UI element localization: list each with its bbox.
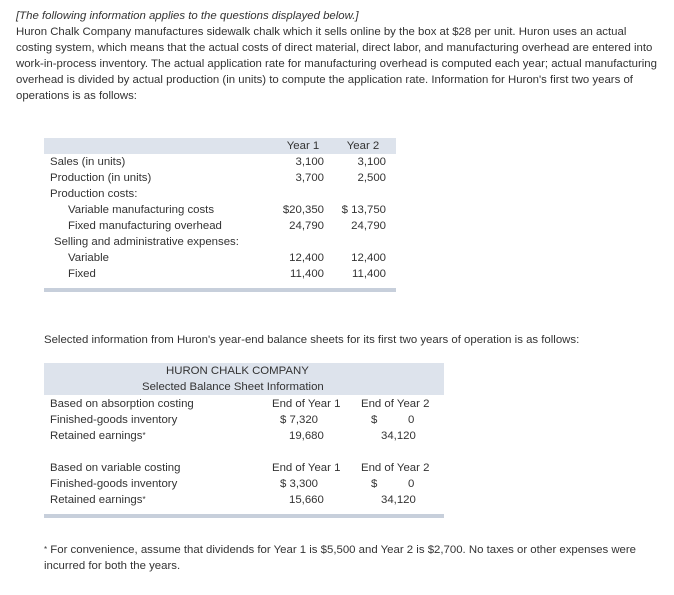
footnote-text: For convenience, assume that dividends for Year 1 is $5,500 and Year 2 is $2,700. No taxes or other expenses were incurred for both the years.	[44, 544, 637, 572]
company-name: HURON CHALK COMPANY	[166, 365, 309, 377]
cell-variable-mfg-y1: $20,350	[282, 204, 324, 216]
cell-fixed-overhead-y2: 24,790	[351, 220, 386, 232]
footnote	[44, 542, 644, 574]
footnote-marker: *	[142, 495, 146, 504]
selected-info-text: Selected information from Huron's year-end balance sheets for its first two years of operation is as follows:	[44, 334, 580, 346]
variable-re-year-2: 34,120	[381, 494, 416, 506]
absorption-header-end-year-1: End of Year 1	[272, 398, 341, 410]
row-label-sa-variable: Variable	[68, 252, 109, 264]
absorption-fg-label: Finished-goods inventory	[50, 414, 178, 426]
variable-fg-year-2-symbol: $	[371, 478, 378, 490]
row-label-variable-mfg: Variable manufacturing costs	[68, 204, 215, 216]
row-label-selling-admin: Selling and administrative expenses:	[54, 236, 239, 248]
row-label-sales: Sales (in units)	[50, 156, 126, 168]
absorption-header-end-year-2: End of Year 2	[361, 398, 430, 410]
variable-header-end-year-1: End of Year 1	[272, 462, 341, 474]
problem-intro	[16, 8, 664, 104]
cell-production-y1: 3,700	[295, 172, 324, 184]
balance-sheet-bottom-rule	[44, 514, 444, 518]
absorption-fg-year-2-symbol: $	[371, 414, 378, 426]
header-year-1: Year 1	[286, 140, 320, 152]
cell-sa-variable-y1: 12,400	[289, 252, 324, 264]
footnote-marker: *	[142, 431, 146, 440]
absorption-costing-label: Based on absorption costing	[50, 398, 194, 410]
variable-costing-label: Based on variable costing	[50, 462, 181, 474]
row-label-production: Production (in units)	[50, 172, 152, 184]
row-label-sa-fixed: Fixed	[68, 268, 96, 280]
cell-fixed-overhead-y1: 24,790	[289, 220, 324, 232]
variable-fg-label: Finished-goods inventory	[50, 478, 178, 490]
cell-sales-y1: 3,100	[295, 156, 324, 168]
header-year-2: Year 2	[346, 140, 380, 152]
row-label-production-costs: Production costs:	[50, 188, 138, 200]
cell-sa-fixed-y1: 11,400	[290, 268, 324, 280]
variable-fg-year-1: $ 3,300	[280, 478, 319, 490]
intro-text: Huron Chalk Company manufactures sidewalk chalk which it sells online by the box at $28 per unit. Huron uses an actual costing system, which means that the actual costs of direct material, direct labor, and manufacturing overhead are entered into work-in-process inventory. The actual application rate for manufacturing overhead is computed each year; actual manufacturing overhead is divided by actual production (in units) to compute the application rate. Information for Huron's first two years of operations is as follows:	[16, 26, 657, 102]
absorption-fg-year-2: 0	[408, 414, 415, 426]
variable-re-label: Retained earnings*	[50, 494, 146, 506]
variable-fg-year-2: 0	[408, 478, 415, 490]
variable-header-end-year-2: End of Year 2	[361, 462, 430, 474]
variable-re-year-1: 15,660	[289, 494, 324, 506]
absorption-re-year-2: 34,120	[381, 430, 416, 442]
table-bottom-rule	[44, 288, 396, 292]
absorption-re-label: Retained earnings*	[50, 430, 146, 442]
absorption-fg-year-1: $ 7,320	[280, 414, 319, 426]
cell-production-y2: 2,500	[357, 172, 386, 184]
cell-sa-fixed-y2: 11,400	[352, 268, 386, 280]
row-label-fixed-overhead: Fixed manufacturing overhead	[68, 220, 222, 232]
balance-sheet-subtitle: Selected Balance Sheet Information	[142, 381, 324, 393]
cell-variable-mfg-y2: $ 13,750	[341, 204, 386, 216]
cell-sales-y2: 3,100	[357, 156, 386, 168]
footnote-star: *	[44, 545, 48, 554]
absorption-re-year-1: 19,680	[289, 430, 324, 442]
intro-note: [The following information applies to the questions displayed below.]	[16, 10, 359, 22]
cell-sa-variable-y2: 12,400	[351, 252, 386, 264]
